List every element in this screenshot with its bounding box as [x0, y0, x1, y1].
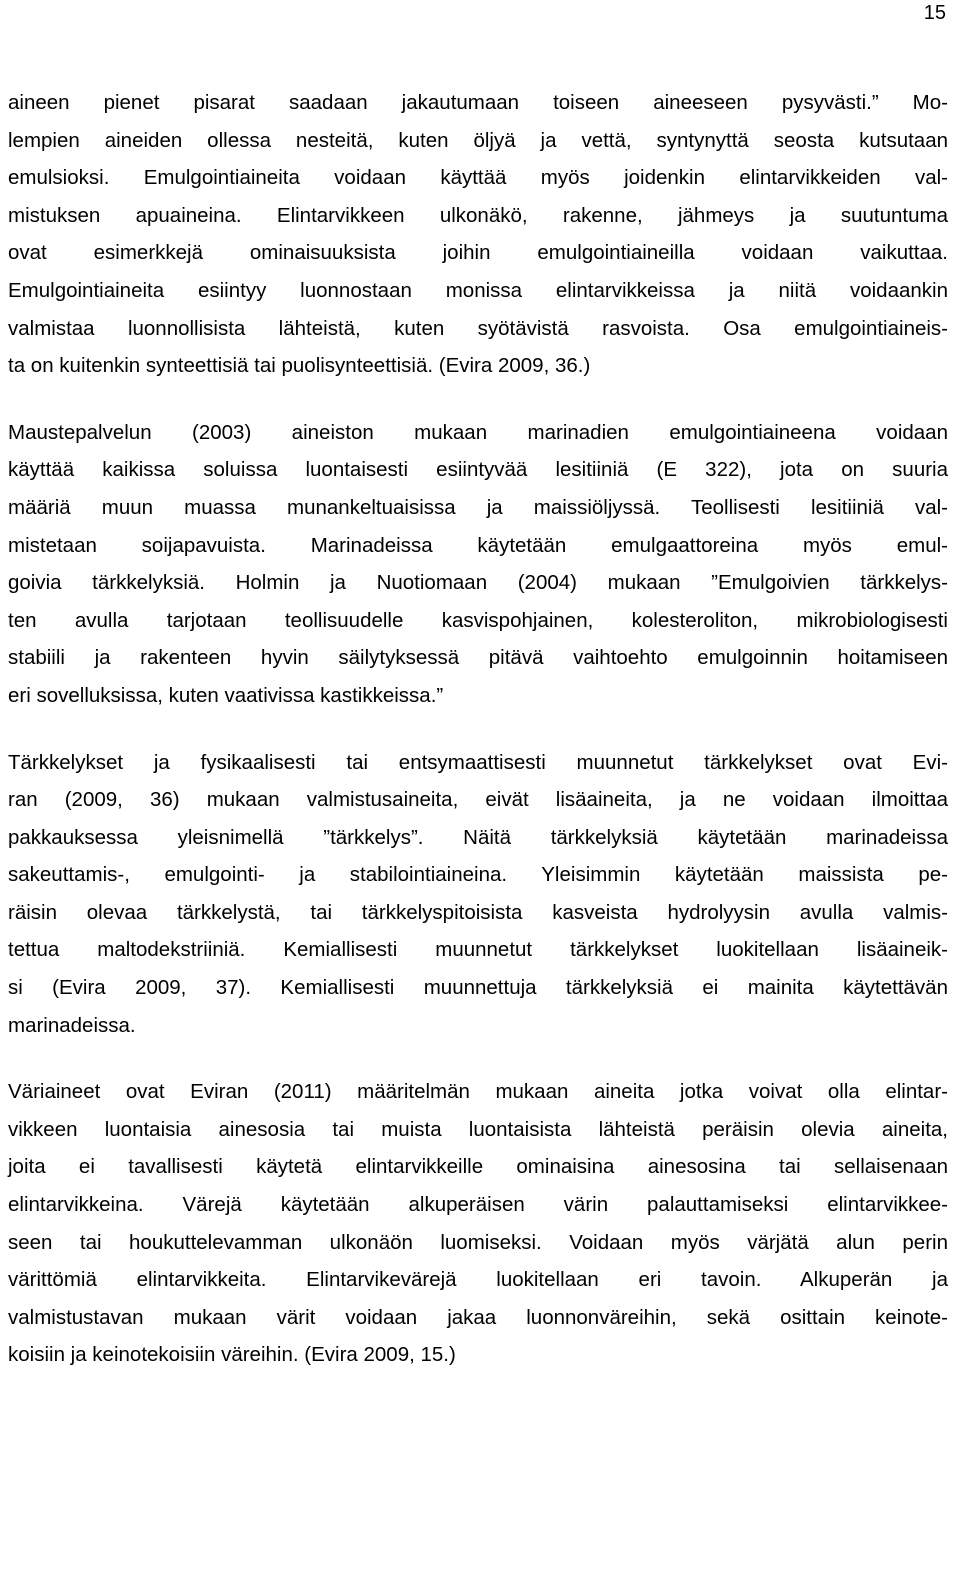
- text-line: koisiin ja keinotekoisiin väreihin. (Evira 2009, 15.): [8, 1343, 456, 1367]
- text-line: tettua maltodekstriiniä. Kemiallisesti muunnetut tärkkelykset luokitellaan lisäaineik-: [8, 938, 948, 962]
- text-line: pakkauksessa yleisnimellä ”tärkkelys”. Näitä tärkkelyksiä käytetään marinadeissa: [8, 825, 948, 849]
- paragraph-spacer: [8, 385, 948, 414]
- text-line: stabiili ja rakenteen hyvin säilytyksessä pitävä vaihtoehto emulgoinnin hoitamiseen: [8, 646, 948, 670]
- paragraph-starches: [8, 744, 948, 1045]
- page-number: 15: [923, 2, 946, 24]
- paragraph-spacer: [8, 1044, 948, 1073]
- text-line: marinadeissa.: [8, 1013, 136, 1037]
- text-line: mistuksen apuaineina. Elintarvikkeen ulkonäkö, rakenne, jähmeys ja suutuntuma: [8, 203, 948, 227]
- paragraph-colorants: [8, 1073, 948, 1374]
- text-line: Väriaineet ovat Eviran (2011) määritelmän mukaan aineita jotka voivat olla elintar-: [8, 1080, 948, 1104]
- text-line: räisin olevaa tärkkelystä, tai tärkkelyspitoisista kasveista hydrolyysin avulla valmis-: [8, 900, 948, 924]
- text-line: valmistaa luonnollisista lähteistä, kuten syötävistä rasvoista. Osa emulgointiaineis-: [8, 316, 948, 340]
- text-line: elintarvikkeina. Värejä käytetään alkuperäisen värin palauttamiseksi elintarvikkee-: [8, 1193, 948, 1217]
- text-line: vikkeen luontaisia ainesosia tai muista luontaisista lähteistä peräisin olevia aineita,: [8, 1117, 948, 1141]
- text-line: goivia tärkkelyksiä. Holmin ja Nuotiomaan (2004) mukaan ”Emulgoivien tärkkelys-: [8, 571, 948, 595]
- text-line: Emulgointiaineita esiintyy luonnostaan monissa elintarvikkeissa ja niitä voidaankin: [8, 278, 948, 302]
- text-line: sakeuttamis-, emulgointi- ja stabilointiaineina. Yleisimmin käytetään maissista pe-: [8, 863, 948, 887]
- document-body: [8, 84, 948, 1374]
- paragraph-emulsifiers: [8, 84, 948, 385]
- text-line: Tärkkelykset ja fysikaalisesti tai entsymaattisesti muunnetut tärkkelykset ovat Evi-: [8, 750, 948, 774]
- text-line: si (Evira 2009, 37). Kemiallisesti muunnettuja tärkkelyksiä ei mainita käytettävän: [8, 976, 948, 1000]
- text-line: ovat esimerkkejä ominaisuuksista joihin emulgointiaineilla voidaan vaikuttaa.: [8, 241, 948, 265]
- text-line: seen tai houkuttelevamman ulkonäön luomiseksi. Voidaan myös värjätä alun perin: [8, 1230, 948, 1254]
- text-line: eri sovelluksissa, kuten vaativissa kastikkeissa.”: [8, 683, 444, 707]
- text-line: värittömiä elintarvikkeita. Elintarvikevärejä luokitellaan eri tavoin. Alkuperän ja: [8, 1268, 948, 1292]
- text-line: lempien aineiden ollessa nesteitä, kuten öljyä ja vettä, syntynyttä seosta kutsutaan: [8, 128, 948, 152]
- text-line: ta on kuitenkin synteettisiä tai puolisynteettisiä. (Evira 2009, 36.): [8, 354, 591, 378]
- text-line: emulsioksi. Emulgointiaineita voidaan käyttää myös joidenkin elintarvikkeiden val-: [8, 166, 948, 190]
- text-line: mistetaan soijapavuista. Marinadeissa käytetään emulgaattoreina myös emul-: [8, 533, 948, 557]
- paragraph-spacer: [8, 715, 948, 744]
- text-line: määriä muun muassa munankeltuaisissa ja maissiöljyssä. Teollisesti lesitiiniä val-: [8, 495, 948, 519]
- text-line: joita ei tavallisesti käytetä elintarvikkeille ominaisina ainesosina tai sellaisenaan: [8, 1155, 948, 1179]
- text-line: aineen pienet pisarat saadaan jakautumaan toiseen aineeseen pysyvästi.” Mo-: [8, 91, 948, 114]
- text-line: käyttää kaikissa soluissa luontaisesti esiintyvää lesitiiniä (E 322), jota on suuria: [8, 458, 948, 482]
- text-line: Maustepalvelun (2003) aineiston mukaan marinadien emulgointiaineena voidaan: [8, 420, 948, 444]
- text-line: ten avulla tarjotaan teollisuudelle kasvispohjainen, kolesteroliton, mikrobiologisesti: [8, 608, 948, 632]
- text-line: ran (2009, 36) mukaan valmistusaineita, eivät lisäaineita, ja ne voidaan ilmoittaa: [8, 788, 948, 812]
- paragraph-lecithin: [8, 414, 948, 715]
- text-line: valmistustavan mukaan värit voidaan jakaa luonnonväreihin, sekä osittain keinote-: [8, 1305, 948, 1329]
